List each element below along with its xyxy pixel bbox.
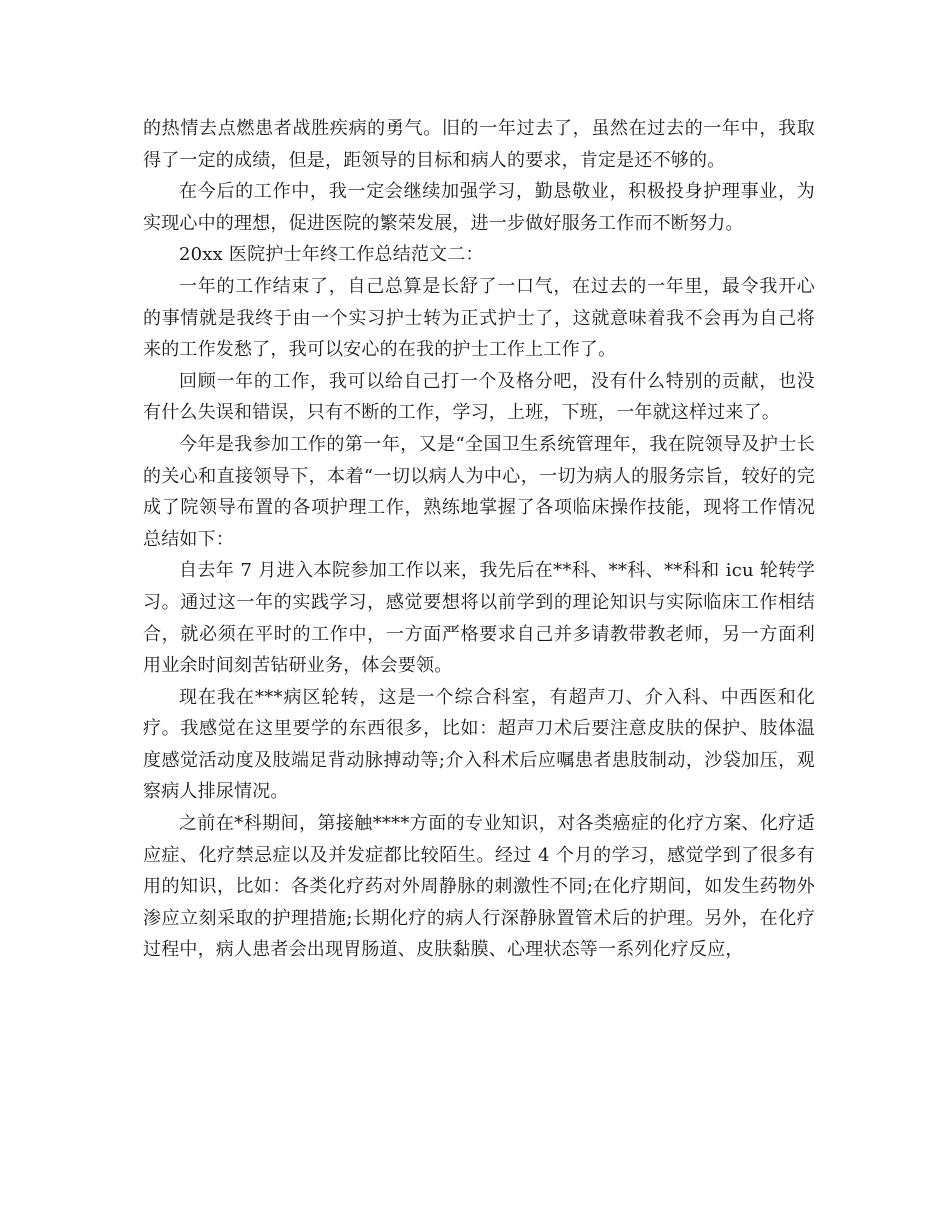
document-body	[143, 113, 815, 966]
paragraph-continued: 的热情去点燃患者战胜疾病的勇气。旧的一年过去了，虽然在过去的一年中，我取得了一定的成绩，但是，距领导的目标和病人的要求，肯定是还不够的。	[143, 118, 815, 171]
paragraph: 一年的工作结束了，自己总算是长舒了一口气，在过去的一年里，最令我开心的事情就是我终于由一个实习护士转为正式护士了，这就意味着我不会再为自己将来的工作发愁了，我可以安心的在我的护士工作上工作了。	[143, 275, 815, 361]
paragraph: 现在我在***病区轮转，这是一个综合科室，有超声刀、介入科、中西医和化疗。我感觉在这里要学的东西很多，比如：超声刀术后要注意皮肤的保护、肢体温度感觉活动度及肢端足背动脉搏动等;介入科术后应嘱患者患肢制动，沙袋加压，观察病人排尿情况。	[143, 686, 815, 803]
paragraph: 之前在*科期间，第接触****方面的专业知识，对各类癌症的化疗方案、化疗适应症、化疗禁忌症以及并发症都比较陌生。经过 4 个月的学习，感觉学到了很多有用的知识，比如：各类化疗药对外周静脉的刺激性不同;在化疗期间，如发生药物外渗应立刻采取的护理措施;长期化疗的病人行深静脉置管术后的护理。另外，在化疗过程中，病人患者会出现胃肠道、皮肤黏膜、心理状态等一系列化疗反应，	[143, 813, 815, 961]
paragraph: 今年是我参加工作的第一年，又是“全国卫生系统管理年，我在院领导及护士长的关心和直接领导下，本着“一切以病人为中心，一切为病人的服务宗旨，较好的完成了院领导布置的各项护理工作，熟练地掌握了各项临床操作技能，现将工作情况总结如下：	[143, 433, 815, 550]
section-heading: 20xx 医院护士年终工作总结范文二：	[179, 244, 484, 266]
paragraph: 回顾一年的工作，我可以给自己打一个及格分吧，没有什么特别的贡献，也没有什么失误和错误，只有不断的工作，学习，上班，下班，一年就这样过来了。	[143, 370, 815, 424]
paragraph: 自去年 7 月进入本院参加工作以来，我先后在**科、**科、**科和 icu 轮转学习。通过这一年的实践学习，感觉要想将以前学到的理论知识与实际临床工作相结合，就必须在平时的工作中，一方面严格要求自己并多请教带教老师，另一方面利用业余时间刻苦钻研业务，体会要领。	[143, 560, 815, 677]
paragraph: 在今后的工作中，我一定会继续加强学习，勤恳敬业，积极投身护理事业，为实现心中的理想，促进医院的繁荣发展，进一步做好服务工作而不断努力。	[143, 181, 815, 234]
